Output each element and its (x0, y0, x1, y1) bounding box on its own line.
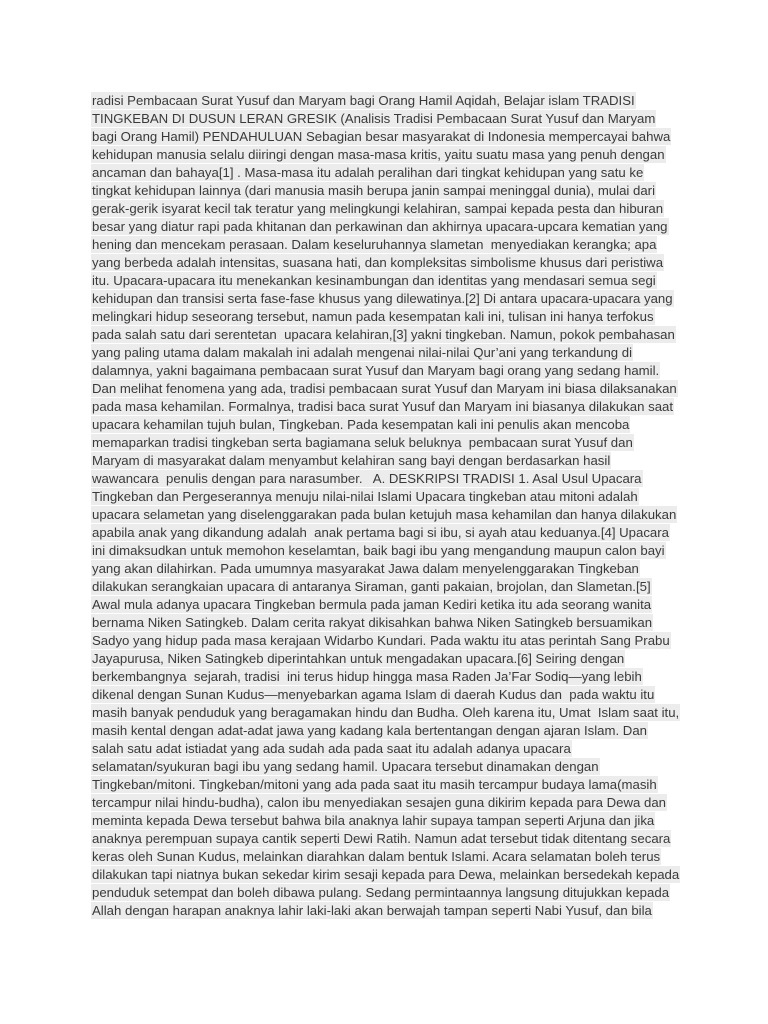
text-line-content: anaknya perempuan supaya cantik seperti Dewi Ratih. Namun adat tersebut tidak ditentang secara (92, 831, 671, 846)
text-line-content: kehidupan manusia selalu diiringi dengan masa-masa kritis, yaitu suatu masa yang penuh dengan (92, 147, 665, 162)
text-line (91, 578, 691, 596)
text-line-content: selamatan/syukuran bagi ibu yang sedang hamil. Upacara tersebut dinamakan dengan (92, 759, 599, 774)
text-line (91, 254, 691, 272)
text-line (91, 362, 691, 380)
text-line-content: yang akan dilahirkan. Pada umumnya masyarakat Jawa dalam menyelenggarakan Tingkeban (92, 561, 639, 576)
text-line (91, 614, 691, 632)
text-line-content: Maryam di masyarakat dalam menyambut kelahiran sang bayi dengan berdasarkan hasil (92, 453, 611, 468)
text-line (91, 470, 691, 488)
text-line-content: hening dan mencekam perasaan. Dalam keseluruhannya slametan menyediakan kerangka; apa (92, 237, 657, 252)
text-line (91, 146, 691, 164)
text-line (91, 542, 691, 560)
text-line-content: Tingkeban dan Pergeserannya menuju nilai-nilai Islami Upacara tingkeban atau mitoni adalah (92, 489, 638, 504)
text-line-content: TINGKEBAN DI DUSUN LERAN GRESIK (Analisis Tradisi Pembacaan Surat Yusuf dan Maryam (92, 111, 656, 126)
text-line-content: melingkari hidup seseorang tersebut, namun pada kesempatan kali ini, tulisan ini hanya terfokus (92, 309, 654, 324)
text-line (91, 200, 691, 218)
text-line-content: ancaman dan bahaya[1] . Masa-masa itu adalah peralihan dari tingkat kehidupan yang satu ke (92, 165, 644, 180)
text-line-content: Jayapurusa, Niken Satingkeb diperintahkan untuk mengadakan upacara.[6] Seiring dengan (92, 651, 625, 666)
text-line-content: apabila anak yang dikandung adalah anak pertama bagi si ibu, si ayah atau keduanya.[4] Upacara (92, 525, 669, 540)
text-line (91, 596, 691, 614)
text-line (91, 218, 691, 236)
text-line (91, 236, 691, 254)
text-line-content: masih banyak penduduk yang beragamakan hindu dan Budha. Oleh karena itu, Umat Islam saat itu, (92, 705, 680, 720)
text-line (91, 524, 691, 542)
text-line (91, 560, 691, 578)
text-line (91, 398, 691, 416)
text-line-content: meminta kepada Dewa tersebut bahwa bila anaknya lahir supaya tampan seperti Arjuna dan jika (92, 813, 655, 828)
text-line (91, 380, 691, 398)
text-line-content: yang berbeda adalah intensitas, suasana hati, dan kompleksitas simbolisme khusus dari peristiwa (92, 255, 664, 270)
text-line-content: dilakukan serangkaian upacara di antaranya Siraman, ganti pakaian, brojolan, dan Slametan.[5] (92, 579, 651, 594)
text-line (91, 668, 691, 686)
text-line-content: upacara kehamilan tujuh bulan, Tingkeban. Pada kesempatan kali ini penulis akan mencoba (92, 417, 630, 432)
text-line (91, 740, 691, 758)
text-line-content: bernama Niken Satingkeb. Dalam cerita rakyat dikisahkan bahwa Niken Satingkeb bersuamikan (92, 615, 653, 630)
text-line-content: wawancara penulis dengan para narasumber. A. DESKRIPSI TRADISI 1. Asal Usul Upacara (92, 471, 642, 486)
text-line (91, 326, 691, 344)
text-line (91, 812, 691, 830)
text-line (91, 488, 691, 506)
text-line-content: dilakukan tapi niatnya bukan sekedar kirim sesaji kepada para Dewa, melainkan bersedekah kepada (92, 867, 680, 882)
text-line (91, 722, 691, 740)
text-line-content: yang paling utama dalam makalah ini adalah mengenai nilai-nilai Qur’ani yang terkandung di (92, 345, 633, 360)
text-line-content: Tingkeban/mitoni. Tingkeban/mitoni yang ada pada saat itu masih tercampur budaya lama(masih (92, 777, 657, 792)
text-line-content: besar yang diatur rapi pada khitanan dan perkawinan dan akhirnya upacara-upcara kematian yang (92, 219, 668, 234)
text-line-content: radisi Pembacaan Surat Yusuf dan Maryam bagi Orang Hamil Aqidah, Belajar islam TRADISI (92, 93, 635, 108)
text-line (91, 866, 691, 884)
text-line (91, 290, 691, 308)
text-line (91, 794, 691, 812)
text-line (91, 308, 691, 326)
text-line-content: ini dimaksudkan untuk memohon keselamtan, baik bagi ibu yang mengandung maupun calon bayi (92, 543, 665, 558)
text-line (91, 848, 691, 866)
text-line-content: Sadyo yang hidup pada masa kerajaan Widarbo Kundari. Pada waktu itu atas perintah Sang Prabu (92, 633, 670, 648)
text-line (91, 776, 691, 794)
text-line (91, 758, 691, 776)
text-line-content: tingkat kehidupan lainnya (dari manusia masih berupa janin sampai meninggal dunia), mulai dari (92, 183, 655, 198)
text-line-content: masih kental dengan adat-adat jawa yang kadang kala bertentangan dengan ajaran Islam. Dan (92, 723, 647, 738)
text-line-content: keras oleh Sunan Kudus, melainkan diarahkan dalam bentuk Islami. Acara selamatan boleh terus (92, 849, 661, 864)
text-line-content: tercampur nilai hindu-budha), calon ibu menyediakan sesajen guna dikirim kepada para Dewa dan (92, 795, 667, 810)
text-line-content: Dan melihat fenomena yang ada, tradisi pembacaan surat Yusuf dan Maryam ini biasa dilaksanakan (92, 381, 677, 396)
text-line (91, 182, 691, 200)
text-line (91, 110, 691, 128)
text-line-content: salah satu adat istiadat yang ada sudah ada pada saat itu adalah adanya upacara (92, 741, 571, 756)
text-line (91, 686, 691, 704)
text-line (91, 902, 691, 920)
text-line (91, 452, 691, 470)
text-line (91, 650, 691, 668)
text-line (91, 92, 691, 110)
text-line-content: gerak-gerik isyarat kecil tak teratur yang melingkungi kelahiran, sampai kepada pesta dan hiburan (92, 201, 664, 216)
text-line (91, 272, 691, 290)
text-line-content: berkembangnya sejarah, tradisi ini terus hidup hingga masa Raden Ja’Far Sodiq—yang lebih (92, 669, 642, 684)
text-line-content: pada masa kehamilan. Formalnya, tradisi baca surat Yusuf dan Maryam ini biasanya dilakukan saat (92, 399, 674, 414)
text-line-content: dikenal dengan Sunan Kudus—menyebarkan agama Islam di daerah Kudus dan pada waktu itu (92, 687, 655, 702)
text-line-content: memaparkan tradisi tingkeban serta bagiamana seluk beluknya pembacaan surat Yusuf dan (92, 435, 633, 450)
text-line-content: penduduk setempat dan boleh dibawa pulang. Sedang permintaannya langsung ditujukkan kepada (92, 885, 670, 900)
text-line-content: kehidupan dan transisi serta fase-fase khusus yang dilewatinya.[2] Di antara upacara-upacara yang (92, 291, 673, 306)
text-line (91, 164, 691, 182)
text-line (91, 434, 691, 452)
text-line-content: itu. Upacara-upacara itu menekankan kesinambungan dan identitas yang mendasari semua segi (92, 273, 656, 288)
text-line (91, 632, 691, 650)
text-line (91, 128, 691, 146)
text-line-content: Awal mula adanya upacara Tingkeban bermula pada jaman Kediri ketika itu ada seorang wanita (92, 597, 652, 612)
text-line (91, 884, 691, 902)
text-line (91, 344, 691, 362)
text-line-content: Allah dengan harapan anaknya lahir laki-laki akan berwajah tampan seperti Nabi Yusuf, dan bila (92, 903, 652, 918)
text-line (91, 416, 691, 434)
text-line-content: upacara selametan yang diselenggarakan pada bulan ketujuh masa kehamilan dan hanya dilakukan (92, 507, 677, 522)
text-line (91, 830, 691, 848)
text-line (91, 704, 691, 722)
text-line-content: pada salah satu dari serentetan upacara kelahiran,[3] yakni tingkeban. Namun, pokok pembahasan (92, 327, 675, 342)
text-line (91, 506, 691, 524)
text-line-content: bagi Orang Hamil) PENDAHULUAN Sebagian besar masyarakat di Indonesia mempercayai bahwa (92, 129, 671, 144)
document-body (91, 92, 691, 920)
text-line-content: dalamnya, yakni bagaimana pembacaan surat Yusuf dan Maryam bagi orang yang sedang hamil. (92, 363, 660, 378)
